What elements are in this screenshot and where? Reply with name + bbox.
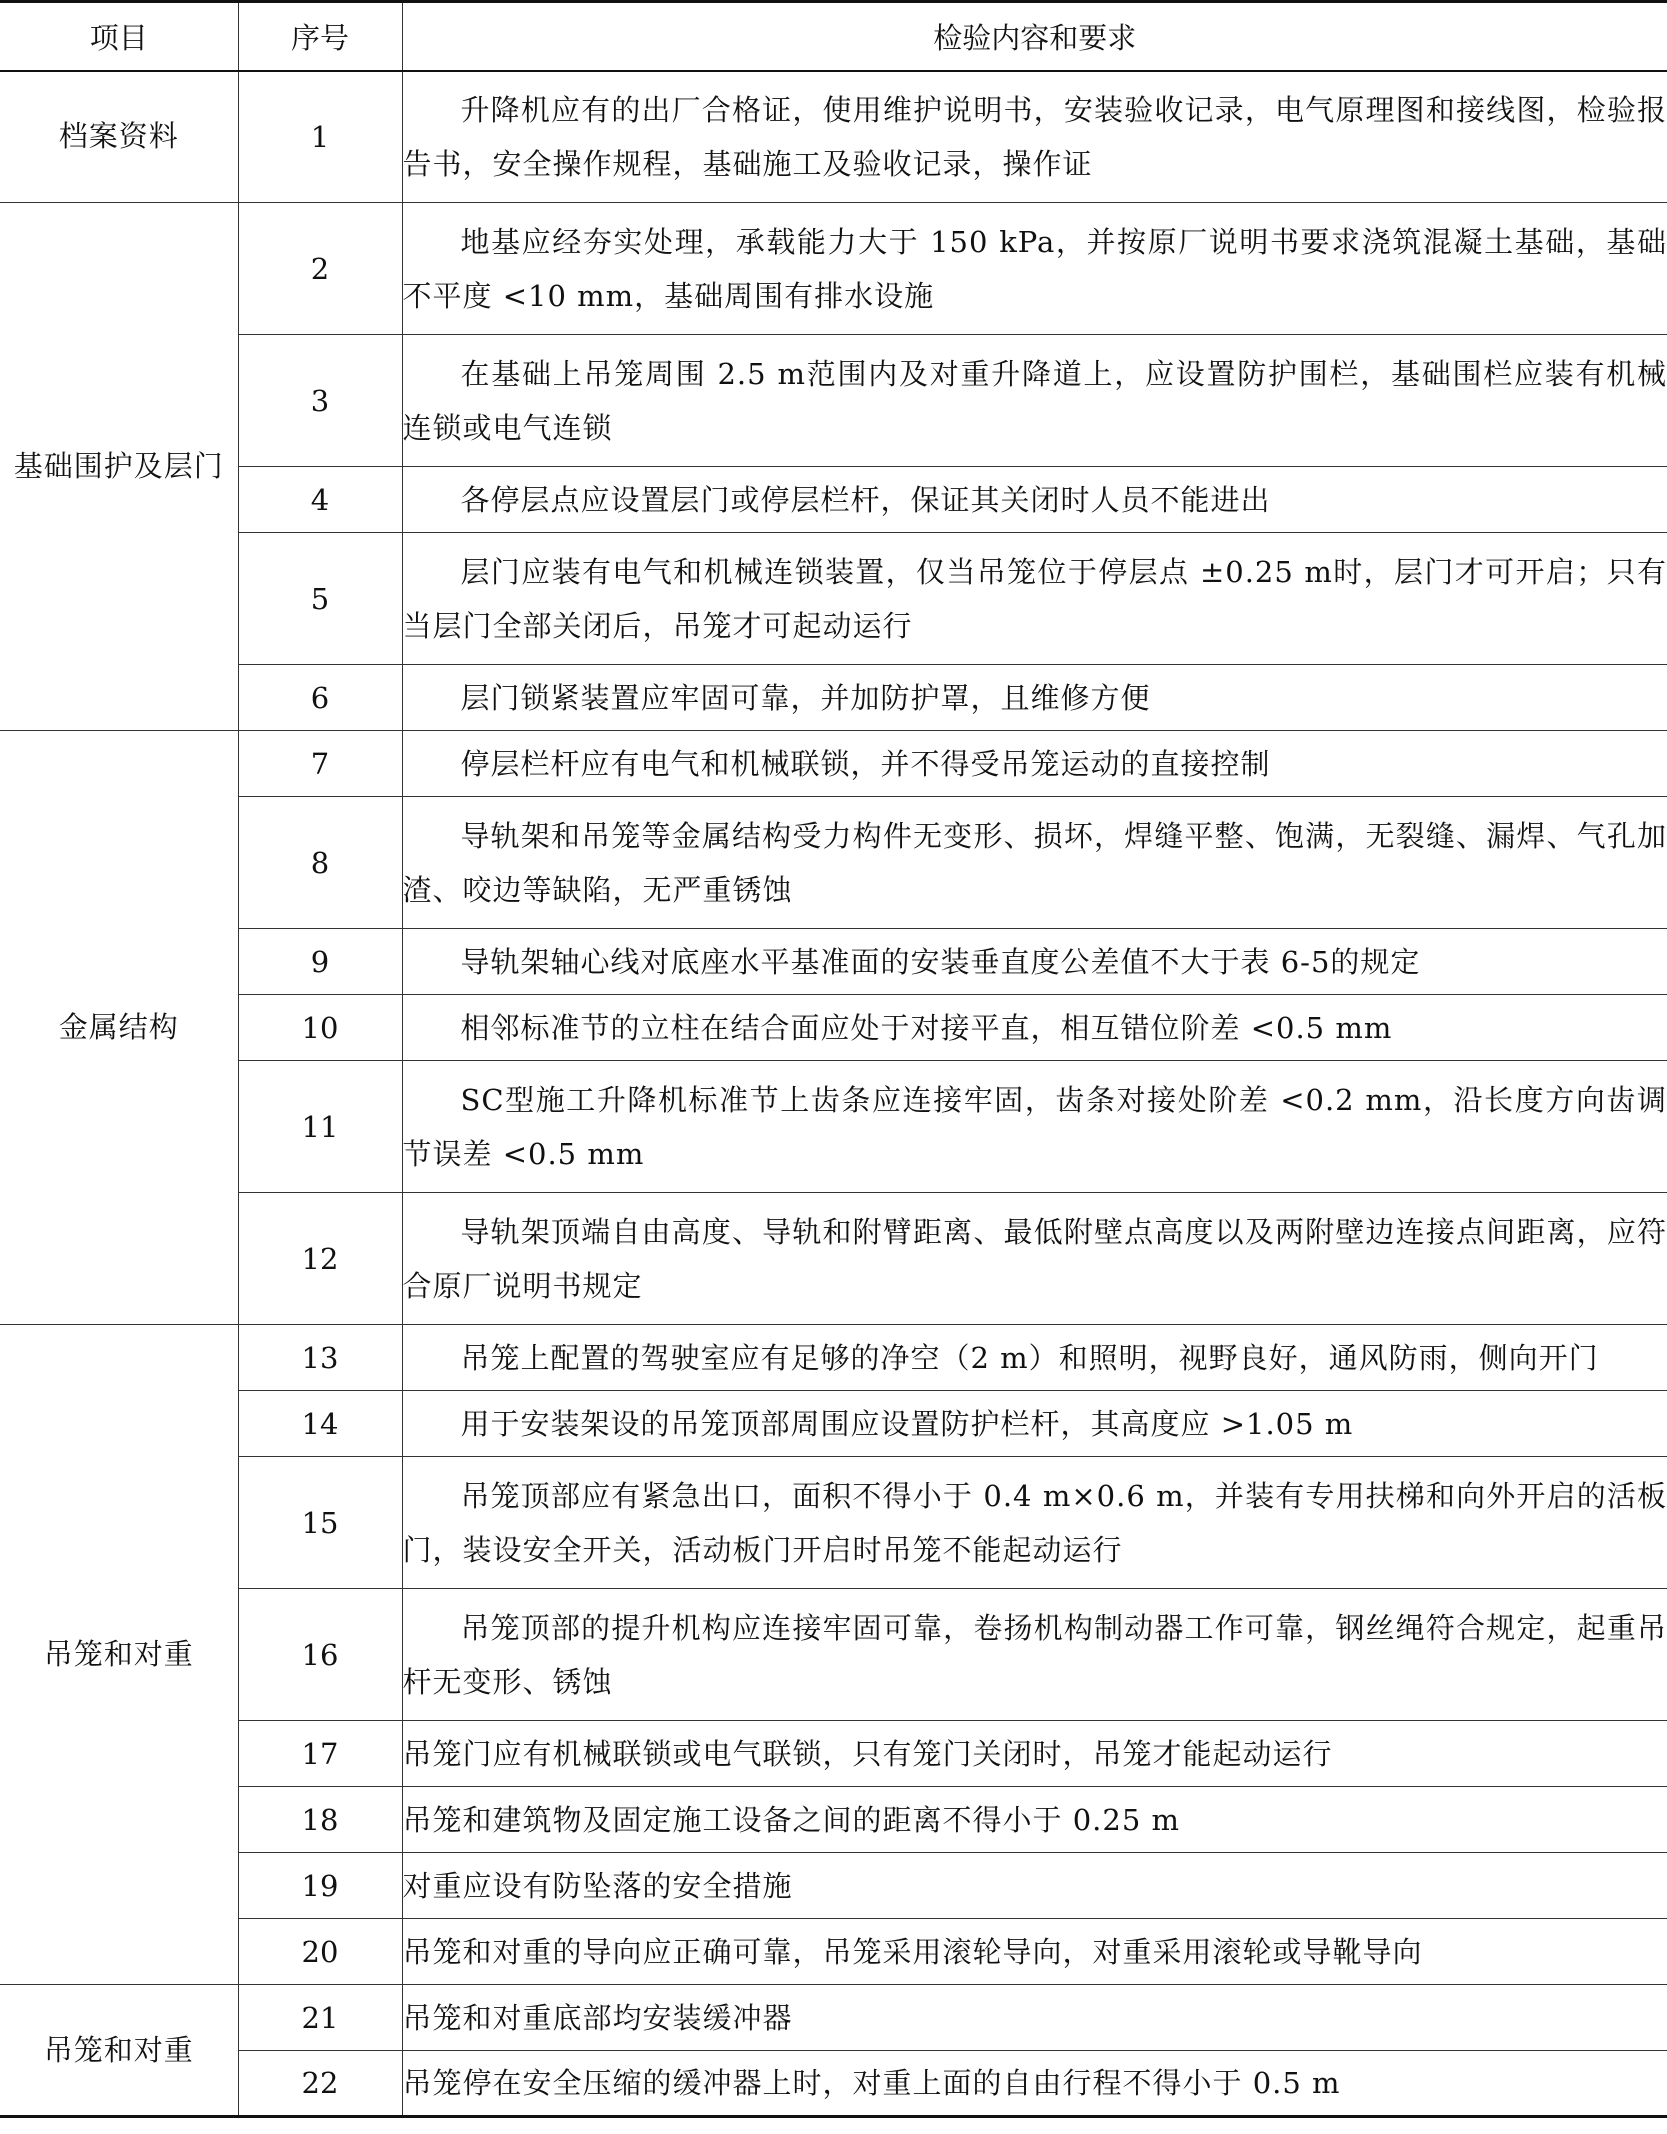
row-description: 各停层点应设置层门或停层栏杆，保证其关闭时人员不能进出: [402, 467, 1667, 533]
row-description: 吊笼和对重底部均安装缓冲器: [402, 1985, 1667, 2051]
row-number: 21: [238, 1985, 402, 2051]
row-number: 14: [238, 1391, 402, 1457]
table-row: [0, 203, 1667, 335]
table-row: [0, 1193, 1667, 1325]
row-number: 8: [238, 797, 402, 929]
row-number: 18: [238, 1787, 402, 1853]
row-description: 吊笼门应有机械联锁或电气联锁，只有笼门关闭时，吊笼才能起动运行: [402, 1721, 1667, 1787]
row-description: 吊笼和对重的导向应正确可靠，吊笼采用滚轮导向，对重采用滚轮或导靴导向: [402, 1919, 1667, 1985]
row-description: 吊笼上配置的驾驶室应有足够的净空（2 m）和照明，视野良好，通风防雨，侧向开门: [402, 1325, 1667, 1391]
row-description: 吊笼停在安全压缩的缓冲器上时，对重上面的自由行程不得小于 0.5 m: [402, 2051, 1667, 2117]
row-number: 1: [238, 71, 402, 203]
table-row: [0, 1985, 1667, 2051]
row-number: 11: [238, 1061, 402, 1193]
row-description: 导轨架和吊笼等金属结构受力构件无变形、损坏，焊缝平整、饱满，无裂缝、漏焊、气孔加渣、咬边等缺陷，无严重锈蚀: [402, 797, 1667, 929]
row-number: 12: [238, 1193, 402, 1325]
table-row: [0, 1853, 1667, 1919]
section-label: 档案资料: [0, 71, 238, 203]
row-number: 7: [238, 731, 402, 797]
row-number: 13: [238, 1325, 402, 1391]
table-header-row: [0, 2, 1667, 71]
table-row: [0, 533, 1667, 665]
section-label: 金属结构: [0, 731, 238, 1325]
row-description: 层门锁紧装置应牢固可靠，并加防护罩，且维修方便: [402, 665, 1667, 731]
section-label: 基础围护及层门: [0, 203, 238, 731]
row-number: 15: [238, 1457, 402, 1589]
row-number: 10: [238, 995, 402, 1061]
row-description: 在基础上吊笼周围 2.5 m范围内及对重升降道上，应设置防护围栏，基础围栏应装有机械连锁或电气连锁: [402, 335, 1667, 467]
row-number: 17: [238, 1721, 402, 1787]
header-item: 项目: [0, 2, 238, 71]
table-row: [0, 1721, 1667, 1787]
table-row: [0, 1589, 1667, 1721]
row-number: 5: [238, 533, 402, 665]
table-row: [0, 335, 1667, 467]
table-row: [0, 1787, 1667, 1853]
table-row: [0, 1457, 1667, 1589]
header-desc: 检验内容和要求: [402, 2, 1667, 71]
table-row: [0, 2051, 1667, 2117]
table-row: [0, 1325, 1667, 1391]
row-description: 升降机应有的出厂合格证，使用维护说明书，安装验收记录，电气原理图和接线图，检验报告书，安全操作规程，基础施工及验收记录，操作证: [402, 71, 1667, 203]
table-row: [0, 995, 1667, 1061]
row-description: 对重应设有防坠落的安全措施: [402, 1853, 1667, 1919]
row-number: 19: [238, 1853, 402, 1919]
table-row: [0, 1919, 1667, 1985]
table-row: [0, 1391, 1667, 1457]
section-label: 吊笼和对重: [0, 1325, 238, 1985]
row-description: 层门应装有电气和机械连锁装置，仅当吊笼位于停层点 ±0.25 m时，层门才可开启；只有当层门全部关闭后，吊笼才可起动运行: [402, 533, 1667, 665]
row-description: 导轨架轴心线对底座水平基准面的安装垂直度公差值不大于表 6-5的规定: [402, 929, 1667, 995]
row-number: 20: [238, 1919, 402, 1985]
table-row: [0, 467, 1667, 533]
table-row: [0, 731, 1667, 797]
table-row: [0, 1061, 1667, 1193]
table-row: [0, 71, 1667, 203]
row-description: 用于安装架设的吊笼顶部周围应设置防护栏杆，其高度应 >1.05 m: [402, 1391, 1667, 1457]
row-description: 停层栏杆应有电气和机械联锁，并不得受吊笼运动的直接控制: [402, 731, 1667, 797]
table-row: [0, 797, 1667, 929]
row-description: SC型施工升降机标准节上齿条应连接牢固，齿条对接处阶差 <0.2 mm，沿长度方向齿调节误差 <0.5 mm: [402, 1061, 1667, 1193]
table-row: [0, 665, 1667, 731]
header-no: 序号: [238, 2, 402, 71]
row-description: 相邻标准节的立柱在结合面应处于对接平直，相互错位阶差 <0.5 mm: [402, 995, 1667, 1061]
row-number: 16: [238, 1589, 402, 1721]
row-description: 吊笼和建筑物及固定施工设备之间的距离不得小于 0.25 m: [402, 1787, 1667, 1853]
row-number: 2: [238, 203, 402, 335]
row-description: 吊笼顶部的提升机构应连接牢固可靠，卷扬机构制动器工作可靠，钢丝绳符合规定，起重吊杆无变形、锈蚀: [402, 1589, 1667, 1721]
row-description: 吊笼顶部应有紧急出口，面积不得小于 0.4 m×0.6 m，并装有专用扶梯和向外开启的活板门，装设安全开关，活动板门开启时吊笼不能起动运行: [402, 1457, 1667, 1589]
row-description: 地基应经夯实处理，承载能力大于 150 kPa，并按原厂说明书要求浇筑混凝土基础，基础不平度 <10 mm，基础周围有排水设施: [402, 203, 1667, 335]
row-number: 22: [238, 2051, 402, 2117]
section-label: 吊笼和对重: [0, 1985, 238, 2117]
row-number: 9: [238, 929, 402, 995]
row-description: 导轨架顶端自由高度、导轨和附臂距离、最低附壁点高度以及两附壁边连接点间距离，应符合原厂说明书规定: [402, 1193, 1667, 1325]
table-row: [0, 929, 1667, 995]
row-number: 4: [238, 467, 402, 533]
row-number: 6: [238, 665, 402, 731]
row-number: 3: [238, 335, 402, 467]
